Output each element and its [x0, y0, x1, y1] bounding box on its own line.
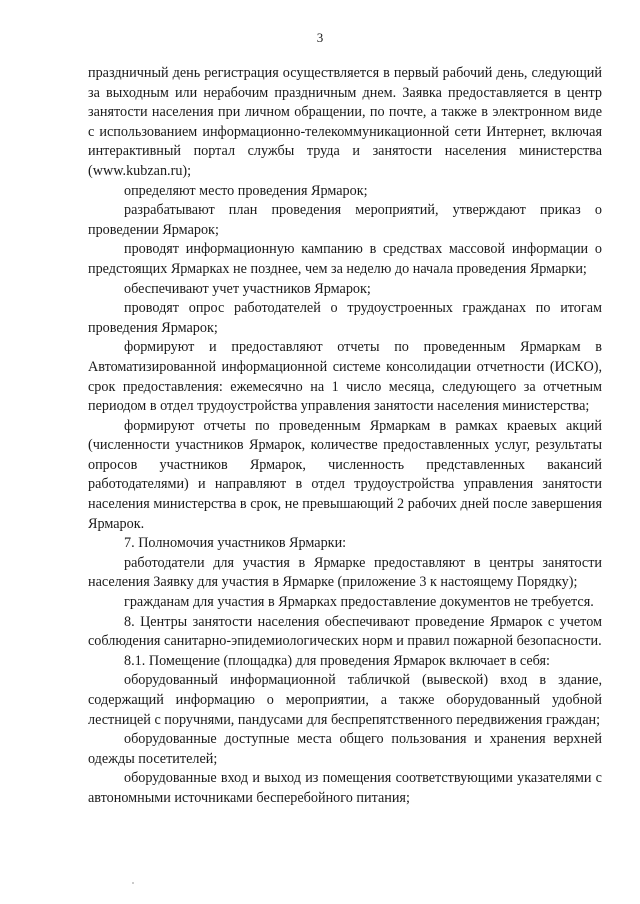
paragraph-exit-signs: оборудованные вход и выход из помещения соответствующими указателями с автономными источниками бесперебойного питания; [88, 770, 602, 806]
document-body [88, 64, 602, 809]
paragraph-registration-continued: праздничный день регистрация осуществляется в первый рабочий день, следующий за выходным или нерабочим праздничным днем. Заявка предоставляется в центр занятости населения при личном обращении, по почте, а также в электронном виде с использованием информационно-телекоммуникационной сети Интернет, включая интерактивный портал службы труда и занятости населения министерства (www.kubzan.ru); [88, 65, 602, 179]
section-heading-participant-powers: 7. Полномочия участников Ярмарки: [124, 535, 347, 552]
paragraph-info-campaign: проводят информационную кампанию в средствах массовой информации о предстоящих Ярмарках не позднее, чем за неделю до начала проведения Ярмарки; [88, 241, 602, 277]
scan-speck [132, 882, 134, 884]
paragraph-employer-survey: проводят опрос работодателей о трудоустроенных гражданах по итогам проведения Ярмарок; [88, 300, 602, 336]
paragraph-employers: работодатели для участия в Ярмарке предоставляют в центры занятости населения Заявку для участия в Ярмарке (приложение 3 к настоящему Порядку); [88, 554, 602, 591]
paragraph-venue: определяют место проведения Ярмарок; [124, 182, 368, 199]
paragraph-regional-reports: формируют отчеты по проведенным Ярмаркам в рамках краевых акций (численности участников Ярмарок, количестве предоставленных услуг, результаты опросов участников Ярмарок, численность представленных вакансий работодателями) и направляют в отдел трудоустройства управления занятости населения министерства в срок, не превышающий 2 рабочих дней после завершения Ярмарок. [88, 417, 602, 532]
section-heading-sanitary-norms: 8. Центры занятости населения обеспечивают проведение Ярмарок с учетом соблюдения санитарно-эпидемиологических норм и правил пожарной безопасности. [88, 613, 602, 650]
paragraph-citizens: гражданам для участия в Ярмарках предоставление документов не требуется. [124, 594, 594, 611]
page-number: 3 [316, 30, 324, 45]
paragraph-event-plan: разрабатывают план проведения мероприятий, утверждают приказ о проведении Ярмарок; [88, 202, 602, 238]
paragraph-isko-reports: формируют и предоставляют отчеты по проведенным Ярмаркам в Автоматизированной информационной системе консолидации отчетности (ИСКО), срок предоставления: ежемесячно на 1 число месяца, следующего за отчетным периодом в отдел трудоустройства управления занятости населения министерства; [88, 339, 602, 415]
paragraph-entrance: оборудованный информационной табличкой (вывеской) вход в здание, содержащий информацию о мероприятии, а также оборудованный удобной лестницей с поручнями, пандусами для беспрепятственного передвижения граждан; [88, 672, 602, 728]
paragraph-common-areas: оборудованные доступные места общего пользования и хранения верхней одежды посетителей; [88, 731, 602, 767]
subsection-heading-premises: 8.1. Помещение (площадка) для проведения Ярмарок включает в себя: [124, 652, 550, 669]
paragraph-participant-records: обеспечивают учет участников Ярмарок; [124, 280, 371, 297]
